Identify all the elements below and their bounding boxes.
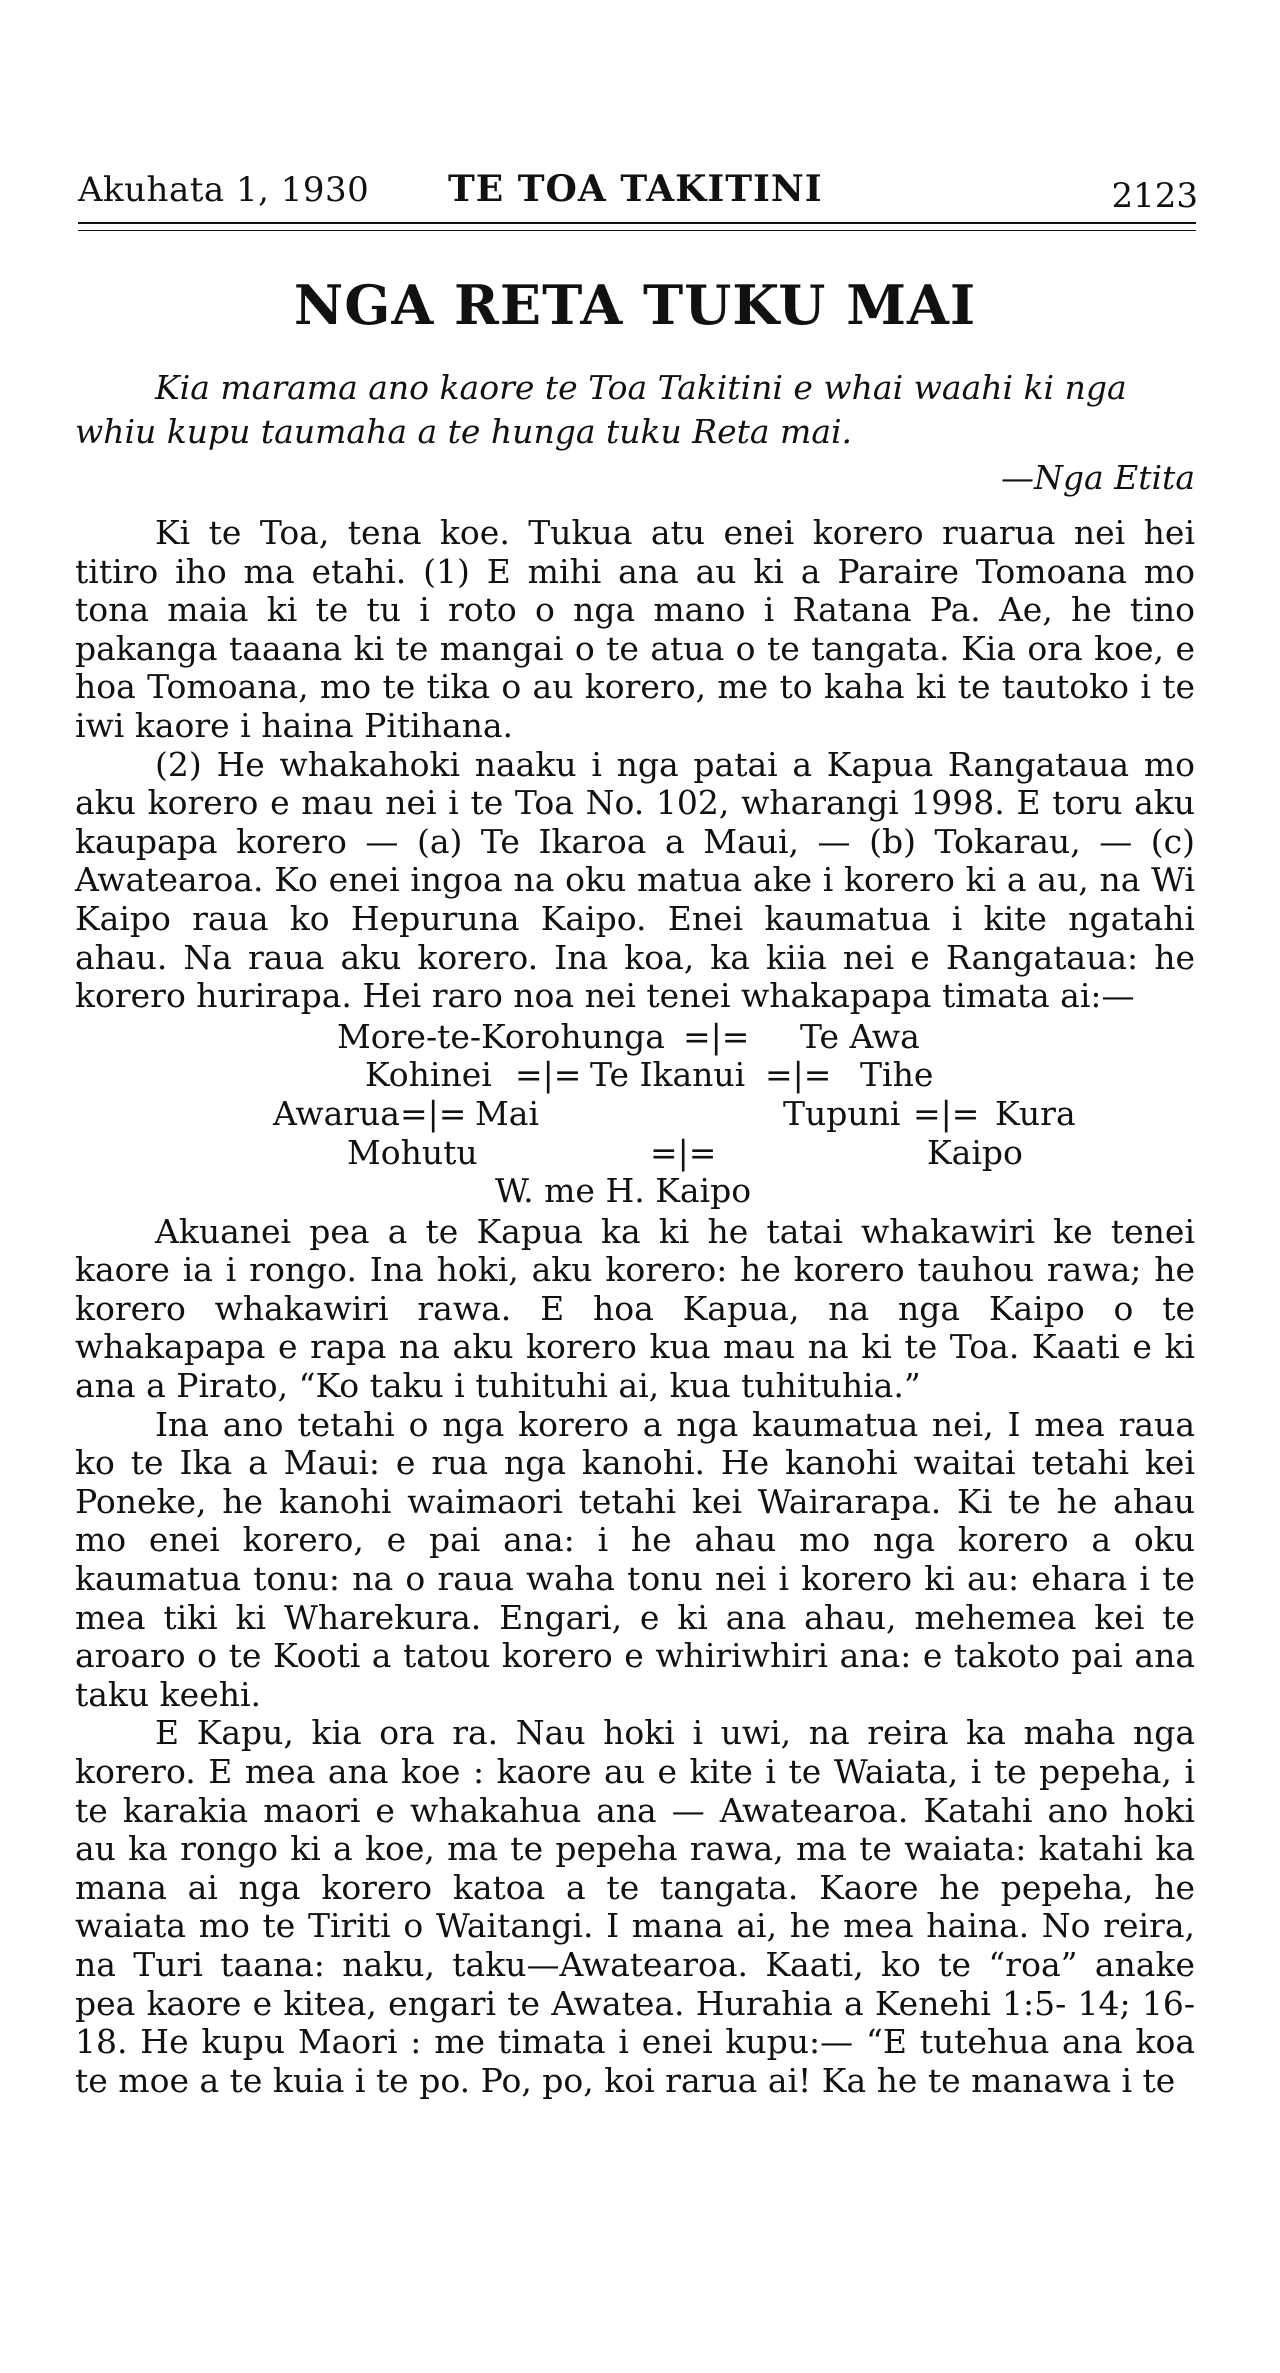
marriage-symbol: =|= xyxy=(515,1055,582,1095)
marriage-symbol: =|= xyxy=(913,1093,980,1133)
letter-paragraph-3: Akuanei pea a te Kapua ka ki he tatai whakawiri ke tenei kaore ia i rongo. Ina hoki, aku korero: he korero tauhou rawa; he korero whakawiri rawa. E hoa Kapua, na nga Kaipo o te whakapapa e rapa na aku korero kua mau na ki te Toa. Kaati e ki ana a Pirato, “Ko taku i tuhituhi ai, kua tuhituhia.” xyxy=(75,1211,1195,1406)
ancestor-name: Tupuni xyxy=(783,1093,901,1133)
letter-paragraph-2: (2) He whakahoki naaku i nga patai a Kapua Rangataua mo aku korero e mau nei i te Toa No. 102, wharangi 1998. E toru aku kaupapa korero — (a) Te Ikaroa a Maui, — (b) Tokarau, — (c) Awatearoa. Ko enei ingoa na oku matua ake i korero ki a au, na Wi Kaipo raua ko Hepuruna Kaipo. Enei kaumatua i kite ngatahi ahau. Na raua aku korero. Ina koa, ka kiia nei e Rangataua: he korero hurirapa. Hei raro noa nei tenei whakapapa timata ai:— xyxy=(75,744,1195,1016)
editor-note: Kia marama ano kaore te Toa Takitini e whai waahi ki nga whiu kupu taumaha a te hunga tuku Reta mai. xyxy=(75,368,1127,451)
article xyxy=(75,270,1195,2100)
genealogy-table xyxy=(75,1018,1195,1211)
article-title: NGA RETA TUKU MAI xyxy=(293,273,977,337)
genealogy-row xyxy=(75,1056,1195,1095)
ancestor-name: More-te-Korohunga xyxy=(337,1016,665,1056)
ancestor-name: Mai xyxy=(475,1093,540,1133)
ancestor-name: Kohinei xyxy=(365,1055,492,1095)
ancestor-name: Kaipo xyxy=(927,1132,1023,1172)
marriage-symbol: =|= xyxy=(400,1093,467,1133)
letter-paragraph-1: Ki te Toa, tena koe. Tukua atu enei korero ruarua nei hei titiro iho ma etahi. (1) E mihi ana au ki a Paraire Tomoana mo tona maia ki te tu i roto o nga mano i Ratana Pa. Ae, he tino pakanga taaana ki te mangai o te atua o te tangata. Kia ora koe, e hoa Tomoana, mo te tika o au korero, me to kaha ki te tautoko i te iwi kaore i haina Pitihana. xyxy=(75,513,1195,745)
ancestor-name: Awarua xyxy=(273,1093,400,1133)
ancestor-name: Te Awa xyxy=(800,1016,920,1056)
marriage-symbol: =|= xyxy=(765,1055,832,1095)
editor-signature: —Nga Etita xyxy=(1000,458,1195,497)
genealogy-row xyxy=(75,1134,1195,1173)
genealogy-row xyxy=(75,1095,1195,1134)
ancestor-name: Kura xyxy=(995,1093,1076,1133)
genealogy-row xyxy=(75,1018,1195,1057)
header-rule xyxy=(78,222,1196,224)
genealogy-row xyxy=(75,1172,1195,1211)
letter-paragraph-5: E Kapu, kia ora ra. Nau hoki i uwi, na reira ka maha nga korero. E mea ana koe : kaore au e kite i te Waiata, i te pepeha, i te karakia maori e whakahua ana — Awatearoa. Katahi ano hoki au ka rongo ki a koe, ma te pepeha rawa, ma te waiata: katahi ka mana ai nga korero katoa a te tangata. Kaore he pepeha, he waiata mo te Tiriti o Waitangi. I mana ai, he mea haina. No reira, na Turi taana: naku, taku—Awatearoa. Kaati, ko te “roa” anake pea kaore e kitea, engari te Awatea. Hurahia a Kenehi 1:5- 14; 16- 18. He kupu Maori : me timata i enei kupu:— “E tutehua ana koa te moe a te kuia i te po. Po, po, koi rarua ai! Ka he te manawa i te xyxy=(75,1713,1195,2100)
publication-title: TE TOA TAKITINI xyxy=(448,168,823,210)
ancestor-name: Tihe xyxy=(860,1055,934,1095)
page-number: 2123 xyxy=(1111,176,1198,216)
header-rule-thin xyxy=(78,230,1196,231)
issue-date: Akuhata 1, 1930 xyxy=(78,170,370,210)
ancestor-name: Mohutu xyxy=(347,1132,478,1172)
ancestor-name: W. me H. Kaipo xyxy=(495,1171,752,1211)
page-header xyxy=(78,170,1198,230)
marriage-symbol: =|= xyxy=(650,1132,717,1172)
marriage-symbol: =|= xyxy=(683,1016,750,1056)
ancestor-name: Te Ikanui xyxy=(590,1055,746,1095)
letter-paragraph-4: Ina ano tetahi o nga korero a nga kaumatua nei, I mea raua ko te Ika a Maui: e rua nga kanohi. He kanohi waitai tetahi kei Poneke, he kanohi waimaori tetahi kei Wairarapa. Ki te he ahau mo enei korero, e pai ana: i he ahau mo nga korero a oku kaumatua tonu: na o raua waha tonu nei i korero ki au: ehara i te mea tiki ki Wharekura. Engari, e ki ana ahau, mehemea kei te aroaro o te Kooti a tatou korero e whiriwhiri ana: e takoto pai ana taku keehi. xyxy=(75,1404,1195,1714)
